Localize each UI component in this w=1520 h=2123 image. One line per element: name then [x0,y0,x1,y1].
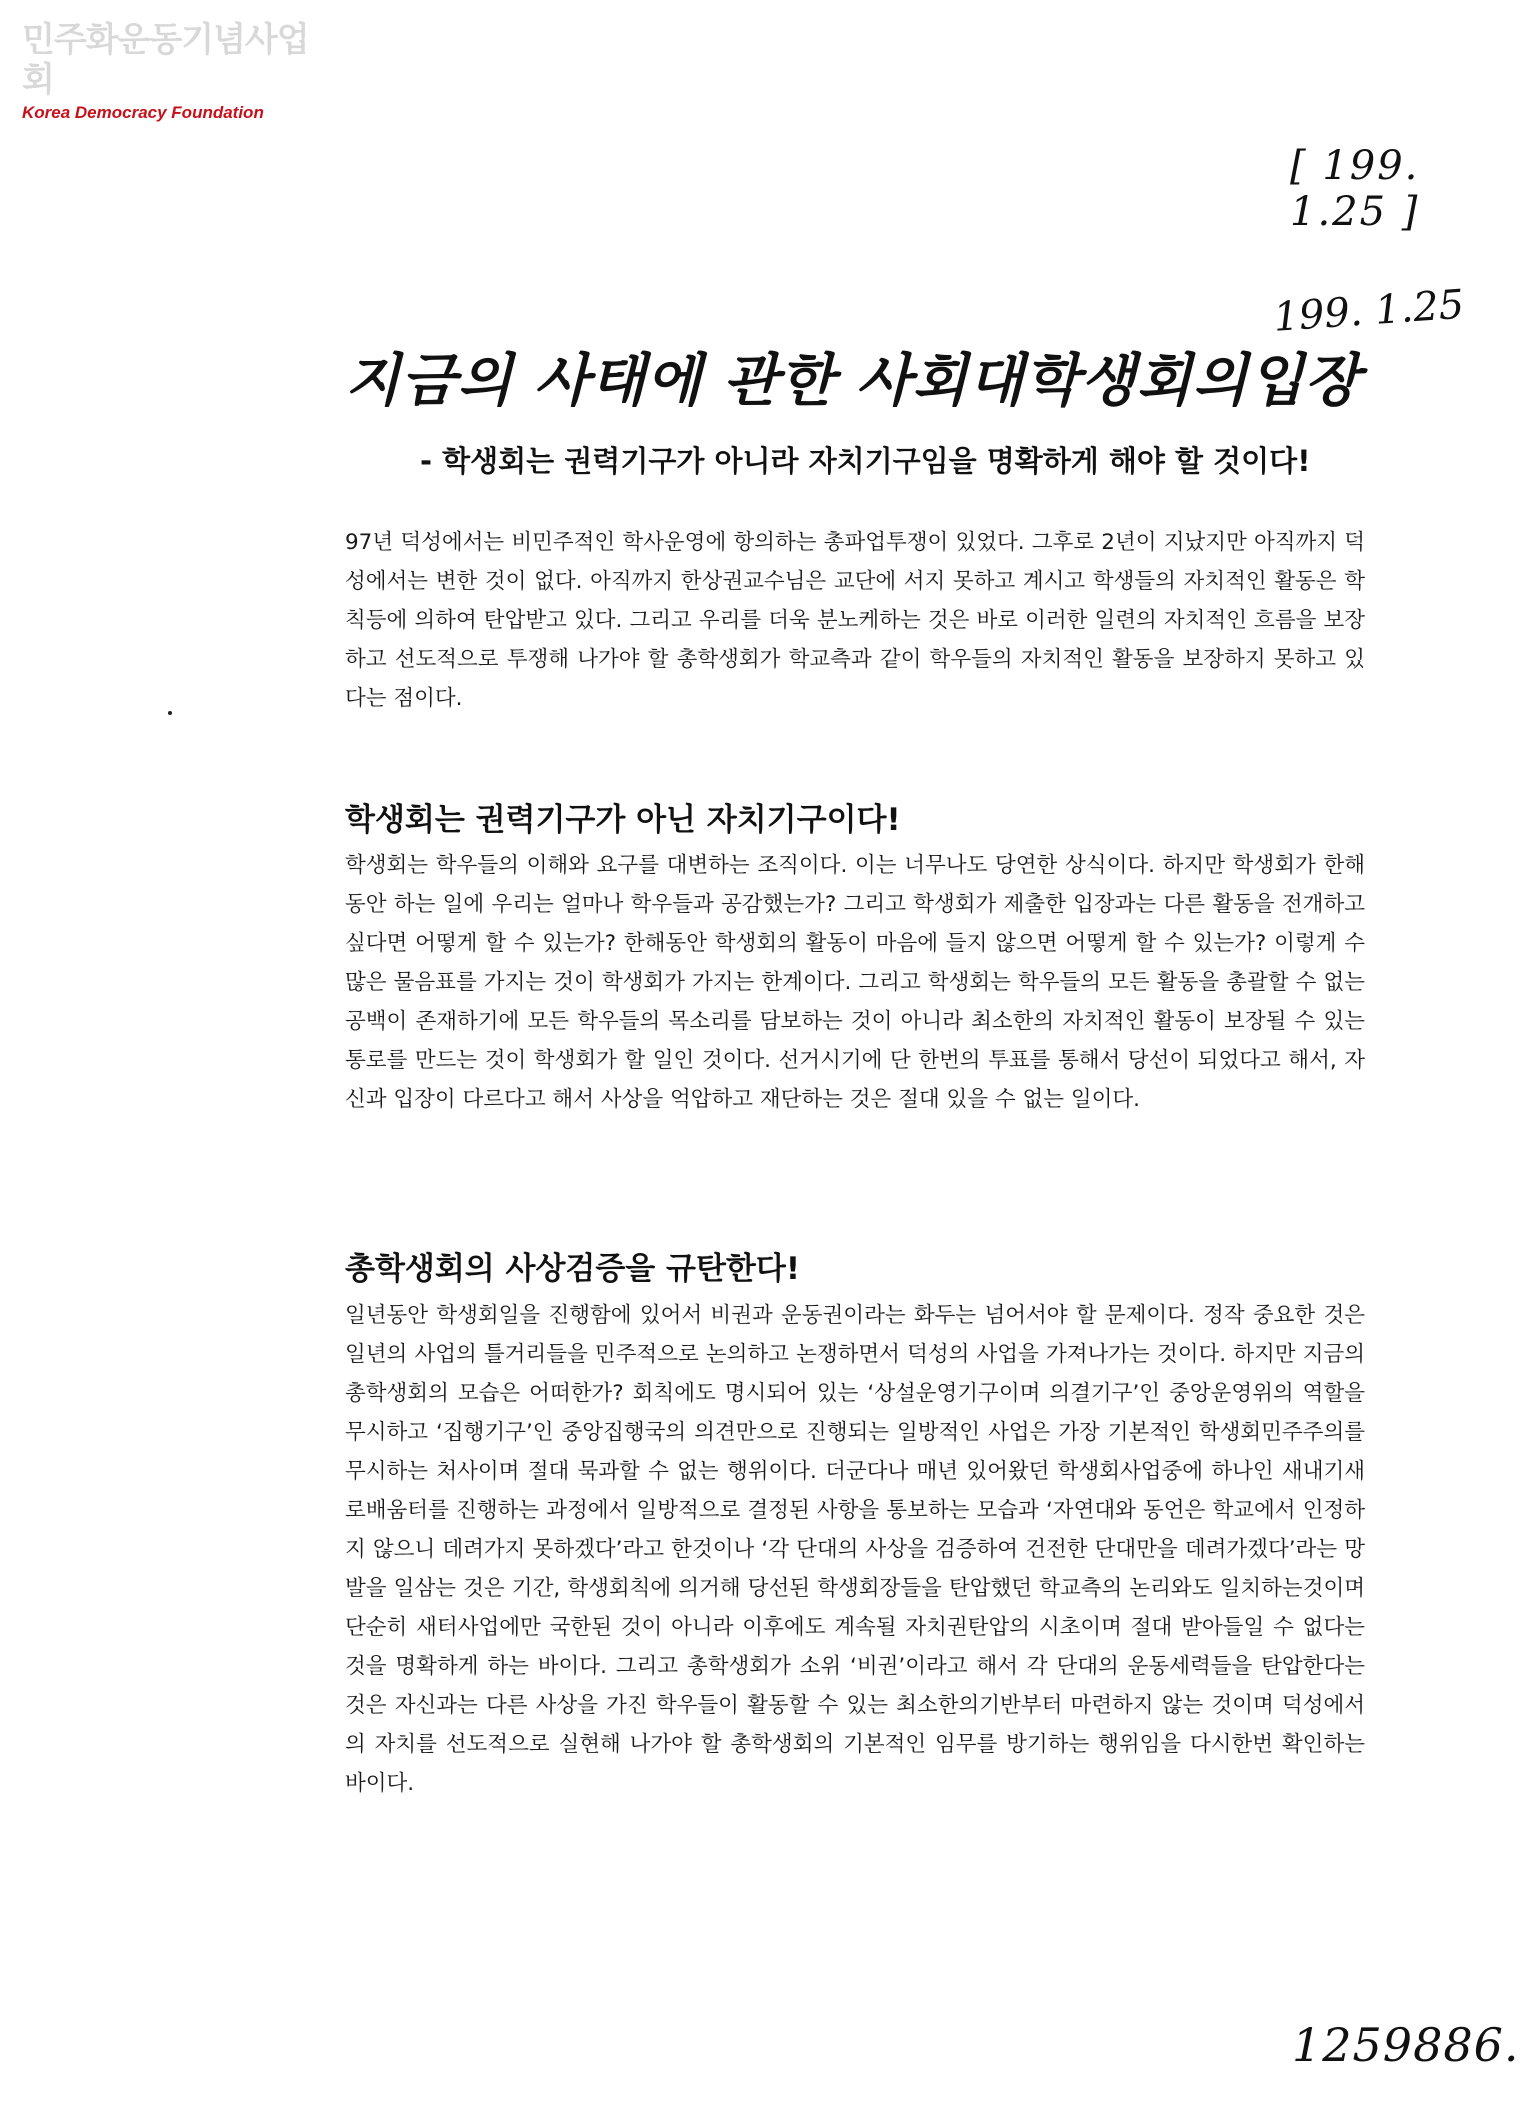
section-body: 학생회는 학우들의 이해와 요구를 대변하는 조직이다. 이는 너무나도 당연한 상식이다. 하지만 학생회가 한해동안 하는 일에 우리는 얼마나 학우들과 공감했는가? 그리고 학생회가 제출한 입장과는 다른 활동을 전개하고 싶다면 어떻게 할 수 있는가? 한해동안 학생회의 활동이 마음에 들지 않으면 어떻게 할 수 있는가? 이렇게 수많은 물음표를 가지는 것이 학생회가 가지는 한계이다. 그리고 학생회는 학우들의 모든 활동을 총괄할 수 없는 공백이 존재하기에 모든 학우들의 목소리를 담보하는 것이 아니라 최소한의 자치적인 활동이 보장될 수 있는 통로를 만드는 것이 학생회가 할 일인 것이다. 선거시기에 단 한번의 투표를 통해서 당선이 되었다고 해서, 자신과 입장이 다르다고 해서 사상을 억압하고 재단하는 것은 절대 있을 수 없는 일이다. [345,853,1365,1112]
handwritten-document-number: 1259886. [1292,2018,1520,2072]
handwritten-bracket-date: [ 199. 1.25 ] [1290,143,1420,235]
watermark-english-text: Korea Democracy Foundation [22,103,264,122]
scan-speck [168,711,172,715]
section-heading: 학생회는 권력기구가 아닌 자치기구이다! [345,802,901,838]
document-title: 지금의 사태에 관한 사회대학생회의입장 [345,348,1361,414]
watermark-korean-text: 민주화운동기념사업회 [22,20,309,100]
handwritten-date-note: 199. 1.25 [1272,281,1466,341]
watermark-logo [22,20,322,124]
section-heading: 총학생회의 사상검증을 규탄한다! [345,1251,800,1287]
intro-paragraph: 97년 덕성에서는 비민주적인 학사운영에 항의하는 총파업투쟁이 있었다. 그후로 2년이 지났지만 아직까지 덕성에서는 변한 것이 없다. 아직까지 한상권교수님은 교단에 서지 못하고 계시고 학생들의 자치적인 활동은 학칙등에 의하여 탄압받고 있다. 그리고 우리를 더욱 분노케하는 것은 바로 이러한 일련의 자치적인 흐름을 보장하고 선도적으로 투쟁해 나가야 할 총학생회가 학교측과 같이 학우들의 자치적인 활동을 보장하지 못하고 있다는 점이다. [345,530,1365,711]
section-body: 일년동안 학생회일을 진행함에 있어서 비권과 운동권이라는 화두는 넘어서야 할 문제이다. 정작 중요한 것은 일년의 사업의 틀거리들을 민주적으로 논의하고 논쟁하면서 덕성의 사업을 가져나가는 것이다. 하지만 지금의 총학생회의 모습은 어떠한가? 회칙에도 명시되어 있는 ‘상설운영기구이며 의결기구’인 중앙운영위의 역할을 무시하고 ‘집행기구’인 중앙집행국의 의견만으로 진행되는 일방적인 사업은 가장 기본적인 학생회민주주의를 무시하는 처사이며 절대 묵과할 수 없는 행위이다. 더군다나 매년 있어왔던 학생회사업중에 하나인 새내기새로배움터를 진행하는 과정에서 일방적으로 결정된 사항을 통보하는 모습과 ‘자연대와 동언은 학교에서 인정하지 않으니 데려가지 못하겠다’라고 한것이나 ‘각 단대의 사상을 검증하여 건전한 단대만을 데려가겠다’라는 망발을 일삼는 것은 기간, 학생회칙에 의거해 당선된 학생회장들을 탄압했던 학교측의 논리와도 일치하는것이며 단순히 새터사업에만 국한된 것이 아니라 이후에도 계속될 자치권탄압의 시초이며 절대 받아들일 수 없다는 것을 명확하게 하는 바이다. 그리고 총학생회가 소위 ‘비권’이라고 해서 각 단대의 운동세력들을 탄압한다는 것은 자신과는 다른 사상을 가진 학우들이 활동할 수 있는 최소한의기반부터 마련하지 않는 것이며 덕성에서의 자치를 선도적으로 실현해 나가야 할 총학생회의 기본적인 임무를 방기하는 행위임을 다시한번 확인하는 바이다. [345,1303,1365,1796]
document-subtitle: - 학생회는 권력기구가 아니라 자치기구임을 명확하게 해야 할 것이다! [420,444,1311,478]
